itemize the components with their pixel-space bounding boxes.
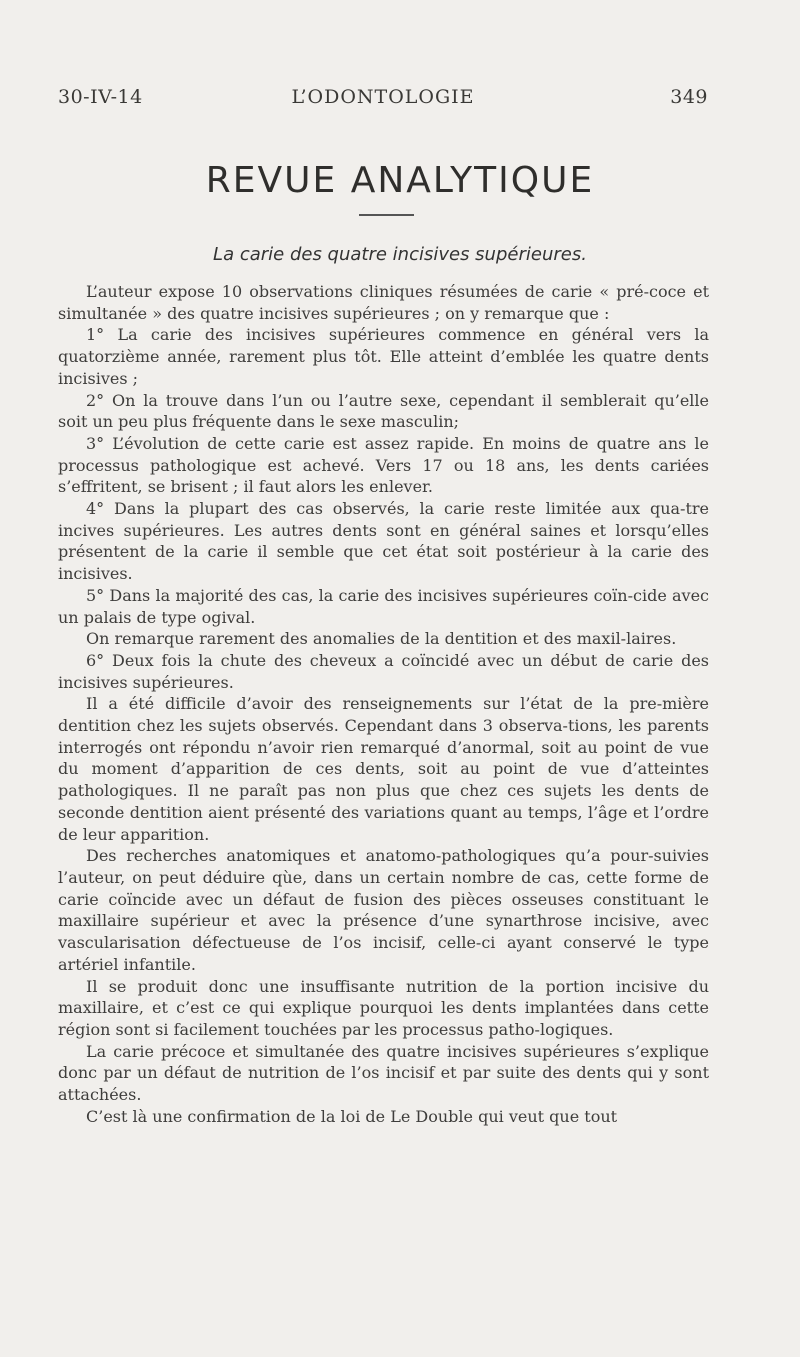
paragraph: Il se produit donc une insuffisante nutrition de la portion incisive du maxillaire, et c’est ce qui explique pourquoi les dents implantées dans cette région sont si facilement touchées par les processus patho-logiques. [58, 976, 709, 1039]
article-title: La carie des quatre incisives supérieures. [213, 244, 587, 265]
paragraph: 6° Deux fois la chute des cheveux a coïncidé avec un début de carie des incisives supérieures. [58, 650, 709, 692]
paragraph: La carie précoce et simultanée des quatre incisives supérieures s’explique donc par un défaut de nutrition de l’os incisif et par suite des dents qui y sont attachées. [58, 1041, 709, 1105]
article-body [58, 281, 709, 1127]
page-number: 349 [670, 86, 708, 108]
paragraph: 4° Dans la plupart des cas observés, la carie reste limitée aux qua-tre incives supérieures. Les autres dents sont en général saines et lorsqu’elles présentent de la carie il semble que cet état soit postérieur à la carie des incisives. [58, 499, 709, 584]
title-divider [359, 214, 414, 216]
paragraph: L’auteur expose 10 observations cliniques résumées de carie « pré-coce et simultanée » des quatre incisives supérieures ; on y remarque que : [58, 282, 709, 323]
paragraph: 5° Dans la majorité des cas, la carie des incisives supérieures coïn-cide avec un palais de type ogival. [58, 585, 709, 627]
paragraph: On remarque rarement des anomalies de la dentition et des maxil-laires. [86, 629, 677, 649]
paragraph: C’est là une confirmation de la loi de Le Double qui veut que tout [86, 1106, 618, 1126]
section-title: REVUE ANALYTIQUE [205, 160, 595, 201]
paragraph: 2° On la trouve dans l’un ou l’autre sexe, cependant il semblerait qu’elle soit un peu plus fréquente dans le sexe masculin; [58, 390, 709, 432]
paragraph: 1° La carie des incisives supérieures commence en général vers la quatorzième année, rarement plus tôt. Elle atteint d’emblée les quatre dents incisives ; [58, 325, 709, 388]
paragraph: Des recherches anatomiques et anatomo-pathologiques qu’a pour-suivies l’auteur, on peut déduire qùe, dans un certain nombre de cas, cette forme de carie coïncide avec un défaut de fusion des pièces osseuses constituant le maxillaire supérieur et avec la présence d’une synarthrose incisive, avec vascularisation défectueuse de l’os incisif, celle-ci ayant conservé le type artériel infantile. [58, 846, 709, 974]
paragraph: 3° L’évolution de cette carie est assez rapide. En moins de quatre ans le processus pathologique est achevé. Vers 17 ou 18 ans, les dents cariées s’effritent, se brisent ; il faut alors les enlever. [58, 433, 709, 497]
journal-name: L’ODONTOLOGIE [291, 86, 475, 108]
issue-date: 30-IV-14 [58, 86, 143, 108]
paragraph: Il a été difficile d’avoir des renseignements sur l’état de la pre-mière dentition chez les sujets observés. Cependant dans 3 observa-tions, les parents interrogés ont répondu n’avoir rien remarqué d’anormal, soit au point de vue du moment d’apparition de ces dents, soit au point de vue d’atteintes pathologiques. Il ne paraît pas non plus que chez ces sujets les dents de seconde dentition aient présenté des variations quant au temps, l’âge et l’ordre de leur apparition. [58, 694, 709, 844]
